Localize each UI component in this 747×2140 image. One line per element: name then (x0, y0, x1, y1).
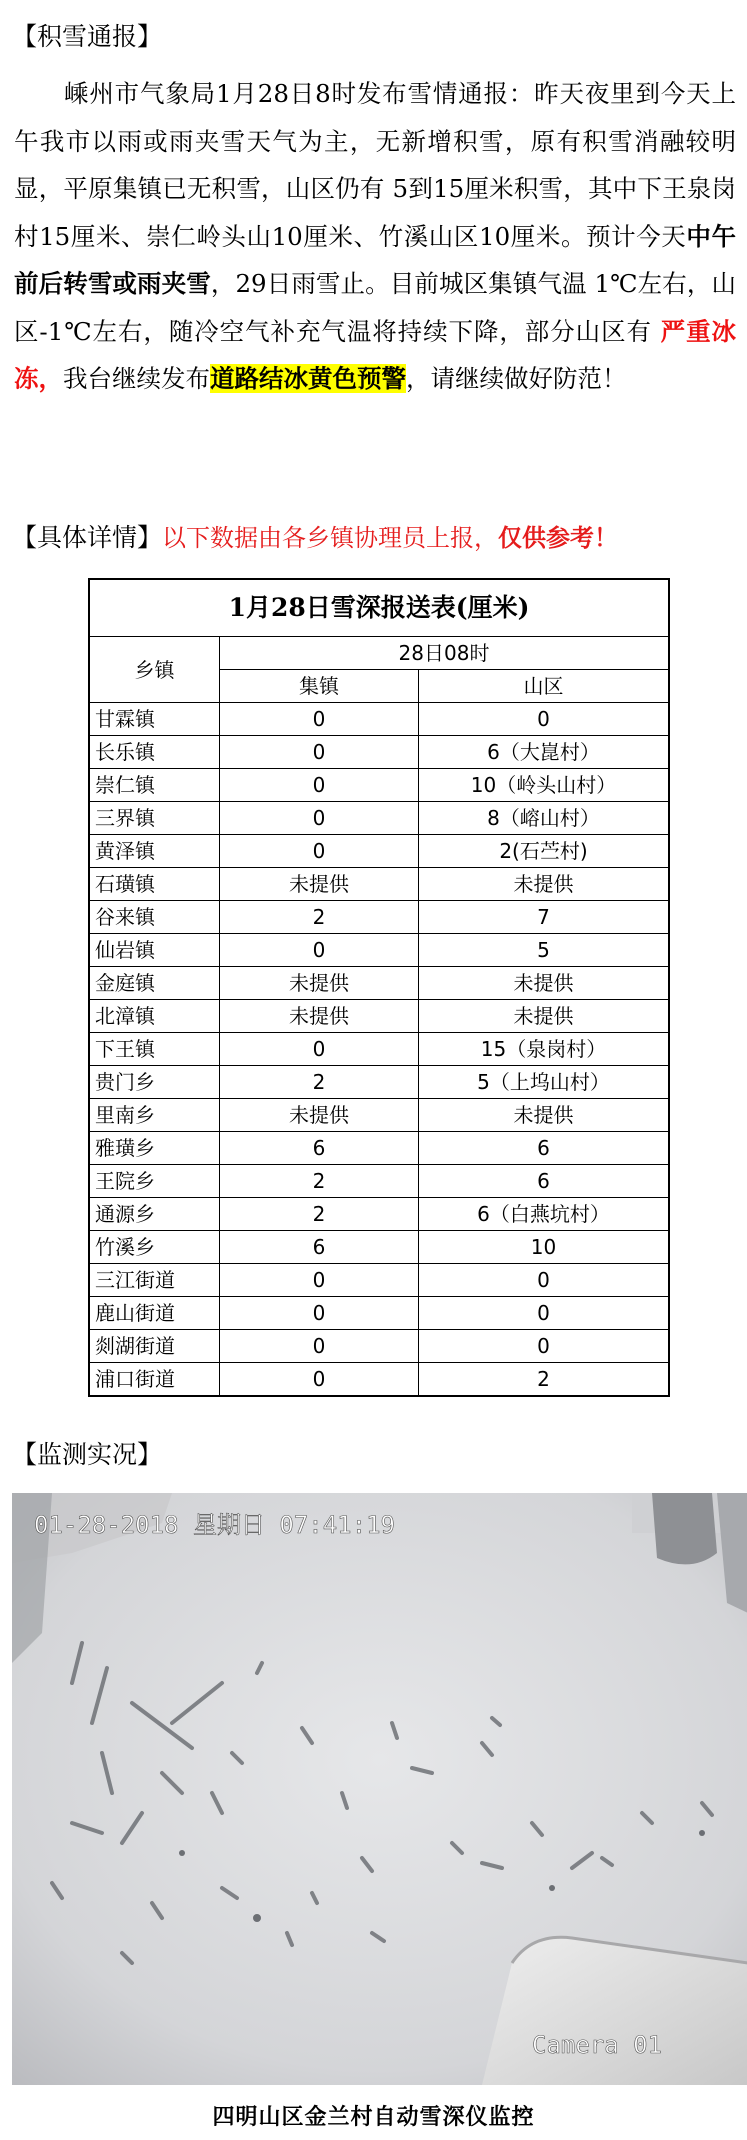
mountain-depth-cell: 未提供 (419, 1099, 670, 1132)
town-area-depth-cell: 0 (220, 835, 419, 868)
town-cell: 剡湖街道 (89, 1330, 220, 1363)
town-area-depth-cell: 0 (220, 736, 419, 769)
mountain-depth-cell: 6（大崑村） (419, 736, 670, 769)
snow-camera-photo (12, 1493, 747, 2085)
town-cell: 王院乡 (89, 1165, 220, 1198)
snow-depth-table-container (88, 578, 670, 1397)
town-area-depth-cell: 2 (220, 1165, 419, 1198)
town-area-depth-cell: 未提供 (220, 868, 419, 901)
town-area-depth-cell: 0 (220, 1264, 419, 1297)
town-cell: 通源乡 (89, 1198, 220, 1231)
details-note (162, 524, 618, 552)
photo-caption: 四明山区金兰村自动雪深仪监控 (212, 2104, 535, 2130)
table-row (89, 934, 669, 967)
mountain-depth-cell: 0 (419, 1330, 670, 1363)
town-cell: 长乐镇 (89, 736, 220, 769)
mountain-depth-cell: 10（岭头山村） (419, 769, 670, 802)
town-cell: 雅璜乡 (89, 1132, 220, 1165)
snow-camera-image (12, 1493, 747, 2085)
table-row (89, 1297, 669, 1330)
town-area-depth-cell: 2 (220, 1066, 419, 1099)
table-row (89, 901, 669, 934)
town-area-depth-cell: 未提供 (220, 967, 419, 1000)
town-cell: 崇仁镇 (89, 769, 220, 802)
mountain-depth-cell: 8（嵱山村） (419, 802, 670, 835)
section-header-details (12, 523, 618, 553)
mountain-depth-cell: 0 (419, 1297, 670, 1330)
mountain-depth-cell: 0 (419, 703, 670, 736)
mountain-depth-cell: 10 (419, 1231, 670, 1264)
town-cell: 下王镇 (89, 1033, 220, 1066)
mountain-depth-cell: 未提供 (419, 1000, 670, 1033)
town-cell: 金庭镇 (89, 967, 220, 1000)
table-row (89, 835, 669, 868)
mountain-depth-cell: 6 (419, 1165, 670, 1198)
town-area-depth-cell: 未提供 (220, 1000, 419, 1033)
table-row (89, 1231, 669, 1264)
table-row (89, 736, 669, 769)
table-row (89, 1132, 669, 1165)
town-area-depth-cell: 0 (220, 1297, 419, 1330)
town-area-depth-cell: 2 (220, 1198, 419, 1231)
town-cell: 里南乡 (89, 1099, 220, 1132)
report-road-ice-alert: 道路结冰黄色预警 (210, 364, 406, 393)
table-title: 1月28日雪深报送表(厘米) (89, 579, 669, 637)
town-cell: 鹿山街道 (89, 1297, 220, 1330)
table-row (89, 1264, 669, 1297)
town-cell: 北漳镇 (89, 1000, 220, 1033)
report-text-2: ，29日雨雪止。目前城区集镇气温 1℃左右，山区-1℃左右，随冷空气补充气温将持续下降，部分山区有 (14, 269, 736, 346)
table-row (89, 1000, 669, 1033)
town-cell: 三界镇 (89, 802, 220, 835)
column-header-time: 28日08时 (220, 637, 670, 670)
town-area-depth-cell: 未提供 (220, 1099, 419, 1132)
report-text-3: 我台继续发布 (63, 364, 210, 393)
table-row (89, 1033, 669, 1066)
table-row (89, 1066, 669, 1099)
town-area-depth-cell: 0 (220, 802, 419, 835)
town-cell: 浦口街道 (89, 1363, 220, 1397)
snow-report-paragraph (14, 70, 736, 403)
town-cell: 竹溪乡 (89, 1231, 220, 1264)
town-cell: 三江街道 (89, 1264, 220, 1297)
town-cell: 谷来镇 (89, 901, 220, 934)
table-body (89, 703, 669, 1397)
camera-timestamp: 01-28-2018 星期日 07:41:19 (34, 1511, 395, 1539)
table-row (89, 1363, 669, 1397)
table-row (89, 802, 669, 835)
details-note-text: 以下数据由各乡镇协理员上报， (162, 524, 499, 552)
town-area-depth-cell: 0 (220, 703, 419, 736)
mountain-depth-cell: 未提供 (419, 868, 670, 901)
details-header-label: 【具体详情】 (12, 523, 163, 552)
mountain-depth-cell: 15（泉岗村） (419, 1033, 670, 1066)
table-row (89, 1198, 669, 1231)
column-header-town: 乡镇 (89, 637, 220, 703)
town-area-depth-cell: 0 (220, 769, 419, 802)
report-bold-forecast: 中午前后转雪或雨夹雪 (14, 221, 736, 298)
town-cell: 甘霖镇 (89, 703, 220, 736)
town-area-depth-cell: 6 (220, 1231, 419, 1264)
details-warning: 仅供参考！ (498, 523, 619, 552)
report-freeze-warning: 严重冰冻， (14, 316, 737, 393)
table-row (89, 1330, 669, 1363)
snow-depth-table (88, 578, 670, 1397)
table-row (89, 967, 669, 1000)
mountain-depth-cell: 7 (419, 901, 670, 934)
section-header-snow-report: 【积雪通报】 (12, 22, 163, 51)
mountain-depth-cell: 2 (419, 1363, 670, 1397)
mountain-depth-cell: 0 (419, 1264, 670, 1297)
mountain-depth-cell: 2(石苎村) (419, 835, 670, 868)
mountain-depth-cell: 5（上坞山村） (419, 1066, 670, 1099)
section-header-monitoring: 【监测实况】 (12, 1440, 163, 1469)
town-area-depth-cell: 0 (220, 1363, 419, 1397)
town-cell: 石璜镇 (89, 868, 220, 901)
mountain-depth-cell: 未提供 (419, 967, 670, 1000)
table-row (89, 868, 669, 901)
town-cell: 贵门乡 (89, 1066, 220, 1099)
town-area-depth-cell: 6 (220, 1132, 419, 1165)
mountain-depth-cell: 6（白燕坑村） (419, 1198, 670, 1231)
town-cell: 黄泽镇 (89, 835, 220, 868)
mountain-depth-cell: 5 (419, 934, 670, 967)
table-row (89, 703, 669, 736)
mountain-depth-cell: 6 (419, 1132, 670, 1165)
report-text-4: ，请继续做好防范！ (406, 364, 627, 393)
table-row (89, 769, 669, 802)
column-header-town-area: 集镇 (220, 670, 419, 703)
table-row (89, 1165, 669, 1198)
town-area-depth-cell: 0 (220, 934, 419, 967)
town-area-depth-cell: 2 (220, 901, 419, 934)
town-area-depth-cell: 0 (220, 1033, 419, 1066)
town-cell: 仙岩镇 (89, 934, 220, 967)
table-row (89, 1099, 669, 1132)
column-header-mountain: 山区 (419, 670, 670, 703)
camera-label: Camera 01 (532, 2031, 663, 2059)
report-text-1: 嵊州市气象局1月28日8时发布雪情通报：昨天夜里到今天上午我市以雨或雨夹雪天气为主，无新增积雪，原有积雪消融较明显，平原集镇已无积雪，山区仍有 5到15厘米积雪，其中下王泉岗村15厘米、崇仁岭头山10厘米、竹溪山区10厘米。预计今天 (14, 79, 736, 251)
town-area-depth-cell: 0 (220, 1330, 419, 1363)
